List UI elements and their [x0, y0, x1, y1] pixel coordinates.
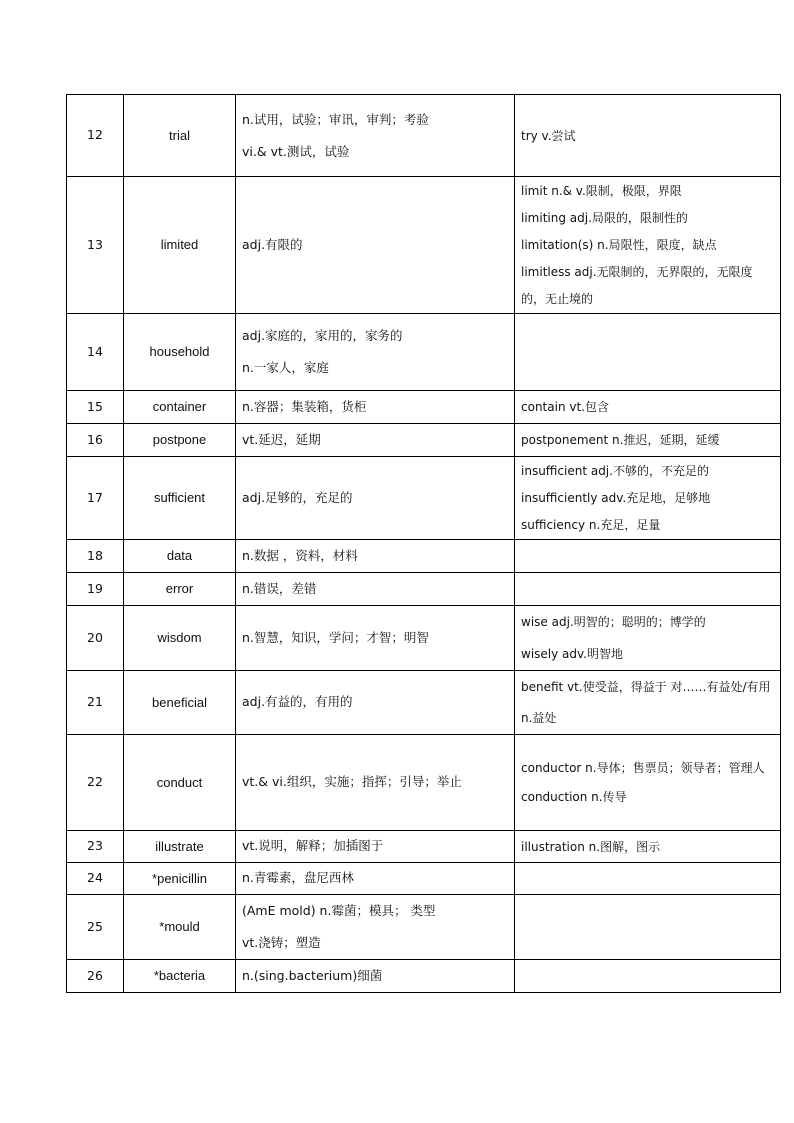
- table-row: [67, 735, 781, 831]
- derived-line: wisely adv.明智地: [521, 647, 623, 661]
- meaning-line: vt.浇铸；塑造: [242, 935, 321, 950]
- vocab-word: data: [124, 540, 236, 573]
- word-meaning: [236, 457, 515, 540]
- derived-words: [515, 314, 781, 391]
- derived-words: [515, 391, 781, 424]
- word-meaning: [236, 95, 515, 177]
- derived-line: conductor n.导体；售票员；领导者；管理人: [521, 760, 765, 775]
- row-number: 22: [67, 735, 124, 831]
- derived-line: contain vt.包含: [521, 400, 609, 414]
- row-number: 18: [67, 540, 124, 573]
- word-meaning: [236, 863, 515, 895]
- derived-words: [515, 831, 781, 863]
- word-meaning: [236, 424, 515, 457]
- word-meaning: [236, 177, 515, 314]
- derived-line: benefit vt.使受益，得益于 对……有益处/有用 n.益处: [521, 679, 771, 725]
- derived-line: conduction n.传导: [521, 789, 627, 804]
- derived-line: sufficiency n.充足，足量: [521, 517, 661, 532]
- row-number: 14: [67, 314, 124, 391]
- meaning-line: n.(sing.bacterium)细菌: [242, 967, 383, 983]
- row-number: 13: [67, 177, 124, 314]
- vocab-word: container: [124, 391, 236, 424]
- table-row: [67, 606, 781, 671]
- word-meaning: [236, 540, 515, 573]
- meaning-line: adj.足够的，充足的: [242, 489, 353, 505]
- meaning-line: n.智慧，知识，学问；才智；明智: [242, 629, 429, 645]
- meaning-line: vt.& vi.组织，实施；指挥；引导；举止: [242, 774, 462, 790]
- meaning-line: (AmE mold) n.霉菌；模具； 类型: [242, 903, 436, 918]
- vocab-word: *bacteria: [124, 960, 236, 993]
- meaning-line: n.青霉素，盘尼西林: [242, 870, 354, 886]
- row-number: 26: [67, 960, 124, 993]
- row-number: 17: [67, 457, 124, 540]
- derived-line: limit n.& v.限制，极限，界限: [521, 183, 682, 198]
- table-row: [67, 457, 781, 540]
- derived-words: [515, 457, 781, 540]
- row-number: 12: [67, 95, 124, 177]
- row-number: 24: [67, 863, 124, 895]
- meaning-line: vt.延迟，延期: [242, 431, 321, 447]
- table-row: [67, 895, 781, 960]
- vocab-word: household: [124, 314, 236, 391]
- meaning-line: adj.家庭的，家用的，家务的: [242, 328, 403, 343]
- vocabulary-table-body: [67, 95, 781, 993]
- word-meaning: [236, 735, 515, 831]
- row-number: 20: [67, 606, 124, 671]
- word-meaning: [236, 573, 515, 606]
- table-row: [67, 540, 781, 573]
- word-meaning: [236, 391, 515, 424]
- derived-words: [515, 95, 781, 177]
- table-row: [67, 95, 781, 177]
- row-number: 16: [67, 424, 124, 457]
- vocabulary-table: [66, 94, 781, 993]
- vocab-word: wisdom: [124, 606, 236, 671]
- meaning-line: adj.有益的，有用的: [242, 694, 353, 710]
- word-meaning: [236, 671, 515, 735]
- vocab-word: error: [124, 573, 236, 606]
- derived-line: limitless adj.无限制的，无界限的，无限度的，无止境的: [521, 264, 753, 306]
- derived-words: [515, 671, 781, 735]
- meaning-line: n.容器；集装箱，货柜: [242, 398, 367, 414]
- word-meaning: [236, 831, 515, 863]
- table-row: [67, 573, 781, 606]
- vocab-word: limited: [124, 177, 236, 314]
- derived-line: insufficient adj.不够的，不充足的: [521, 463, 709, 478]
- meaning-line: vt.说明，解释；加插图于: [242, 838, 384, 854]
- meaning-line: vi.& vt.测试，试验: [242, 143, 350, 159]
- vocab-word: conduct: [124, 735, 236, 831]
- meaning-line: n.错误，差错: [242, 580, 317, 596]
- table-row: [67, 671, 781, 735]
- vocab-word: trial: [124, 95, 236, 177]
- row-number: 21: [67, 671, 124, 735]
- derived-line: illustration n.图解，图示: [521, 839, 661, 854]
- derived-line: postponement n.推迟，延期，延缓: [521, 433, 720, 447]
- meaning-line: n.试用，试验；审讯，审判；考验: [242, 111, 429, 127]
- table-row: [67, 424, 781, 457]
- derived-words: [515, 895, 781, 960]
- row-number: 25: [67, 895, 124, 960]
- derived-words: [515, 606, 781, 671]
- derived-words: [515, 573, 781, 606]
- derived-line: limiting adj.局限的，限制性的: [521, 210, 688, 225]
- word-meaning: [236, 314, 515, 391]
- word-meaning: [236, 606, 515, 671]
- derived-words: [515, 424, 781, 457]
- derived-words: [515, 863, 781, 895]
- meaning-line: adj.有限的: [242, 236, 303, 252]
- row-number: 23: [67, 831, 124, 863]
- vocab-word: postpone: [124, 424, 236, 457]
- table-row: [67, 314, 781, 391]
- vocab-word: beneficial: [124, 671, 236, 735]
- table-row: [67, 960, 781, 993]
- derived-words: [515, 960, 781, 993]
- derived-words: [515, 540, 781, 573]
- table-row: [67, 831, 781, 863]
- vocab-word: sufficient: [124, 457, 236, 540]
- row-number: 19: [67, 573, 124, 606]
- meaning-line: n.数据 ，资料，材料: [242, 547, 358, 563]
- word-meaning: [236, 895, 515, 960]
- derived-words: [515, 177, 781, 314]
- derived-line: try v.尝试: [521, 128, 576, 143]
- vocab-word: *mould: [124, 895, 236, 960]
- vocab-word: illustrate: [124, 831, 236, 863]
- table-row: [67, 177, 781, 314]
- table-row: [67, 863, 781, 895]
- word-meaning: [236, 960, 515, 993]
- derived-line: limitation(s) n.局限性，限度，缺点: [521, 237, 717, 252]
- table-row: [67, 391, 781, 424]
- derived-line: wise adj.明智的；聪明的；博学的: [521, 615, 706, 629]
- derived-line: insufficiently adv.充足地，足够地: [521, 490, 711, 505]
- vocab-word: *penicillin: [124, 863, 236, 895]
- row-number: 15: [67, 391, 124, 424]
- derived-words: [515, 735, 781, 831]
- meaning-line: n.一家人，家庭: [242, 360, 329, 375]
